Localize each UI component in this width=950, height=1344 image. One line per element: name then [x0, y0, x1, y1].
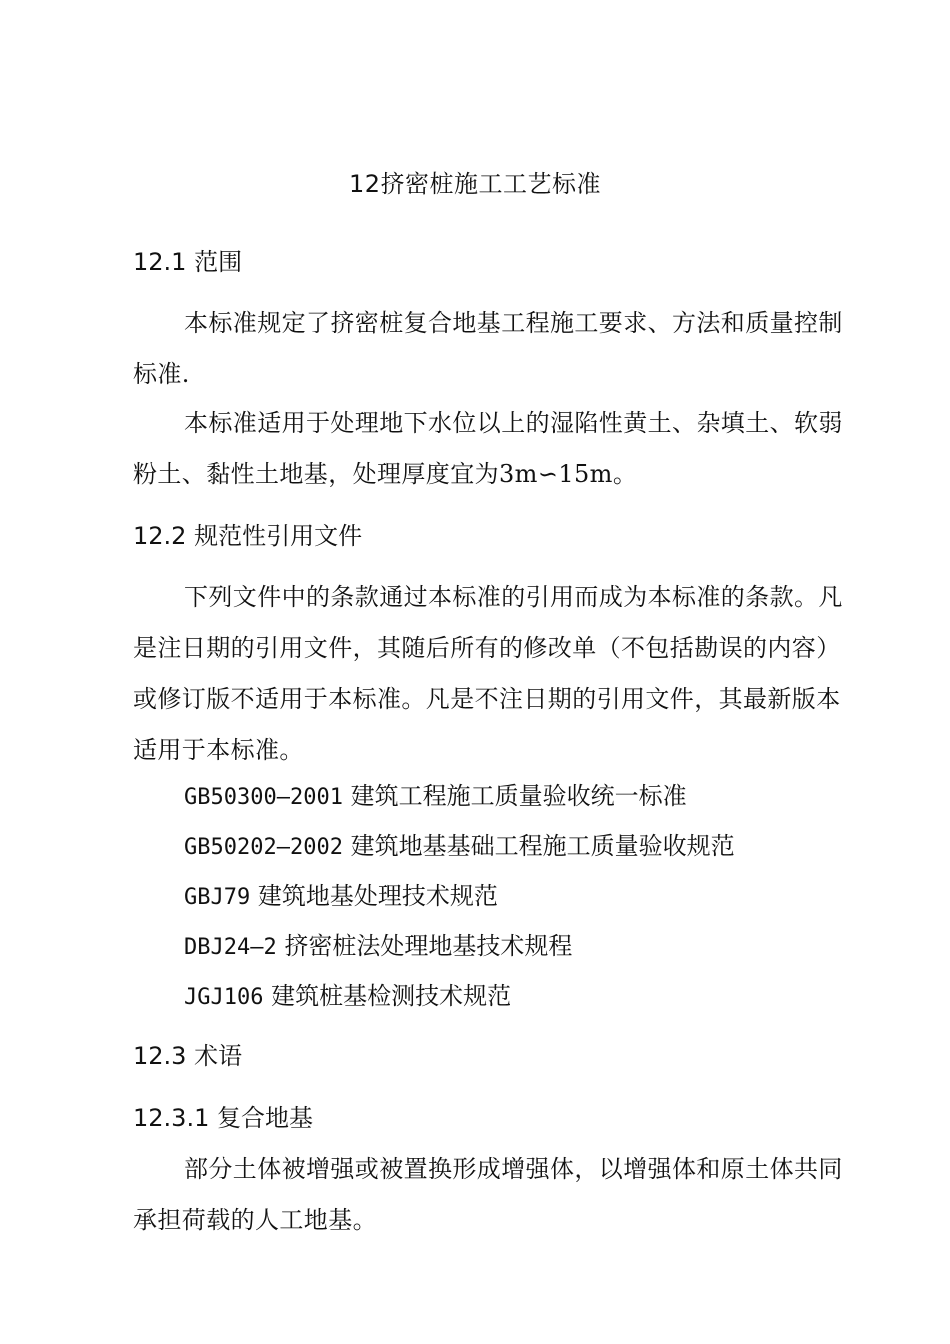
reference-code: DBJ24—2: [184, 935, 277, 960]
document-title: 12挤密桩施工工艺标准: [348, 170, 602, 198]
reference-item: [184, 830, 735, 864]
reference-item: [184, 880, 498, 914]
reference-code: JGJ106: [184, 985, 264, 1010]
reference-item: [184, 980, 511, 1014]
paragraph-references-intro: 下列文件中的条款通过本标准的引用而成为本标准的条款。凡是注日期的引用文件，其随后所有的修改单（不包括勘误的内容）或修订版不适用于本标准。凡是不注日期的引用文件，其最新版本适用于本标准。: [133, 583, 843, 764]
reference-name: 建筑桩基检测技术规范: [271, 982, 512, 1010]
paragraph-composite-foundation: 部分土体被增强或被置换形成增强体，以增强体和原土体共同承担荷载的人工地基。: [133, 1155, 843, 1234]
reference-name: 挤密桩法处理地基技术规程: [284, 932, 573, 960]
reference-item: [184, 930, 572, 964]
section-heading-12-3-1: 12.3.1 复合地基: [133, 1104, 313, 1132]
paragraph-scope-1: 本标准规定了挤密桩复合地基工程施工要求、方法和质量控制标准.: [133, 309, 843, 388]
reference-name: 建筑工程施工质量验收统一标准: [350, 782, 687, 810]
reference-code: GBJ79: [184, 885, 251, 910]
section-heading-12-3: 12.3 术语: [133, 1042, 243, 1070]
section-heading-12-1: 12.1 范围: [133, 248, 243, 276]
paragraph-scope-2: 本标准适用于处理地下水位以上的湿陷性黄土、杂填土、软弱粉土、黏性土地基，处理厚度宜为3m∽15m。: [133, 409, 843, 488]
section-heading-12-2: 12.2 规范性引用文件: [133, 522, 363, 550]
reference-code: GB50300—2001: [184, 785, 343, 810]
reference-item: [184, 780, 687, 814]
reference-name: 建筑地基基础工程施工质量验收规范: [350, 832, 735, 860]
reference-code: GB50202—2002: [184, 835, 343, 860]
reference-name: 建筑地基处理技术规范: [257, 882, 498, 910]
